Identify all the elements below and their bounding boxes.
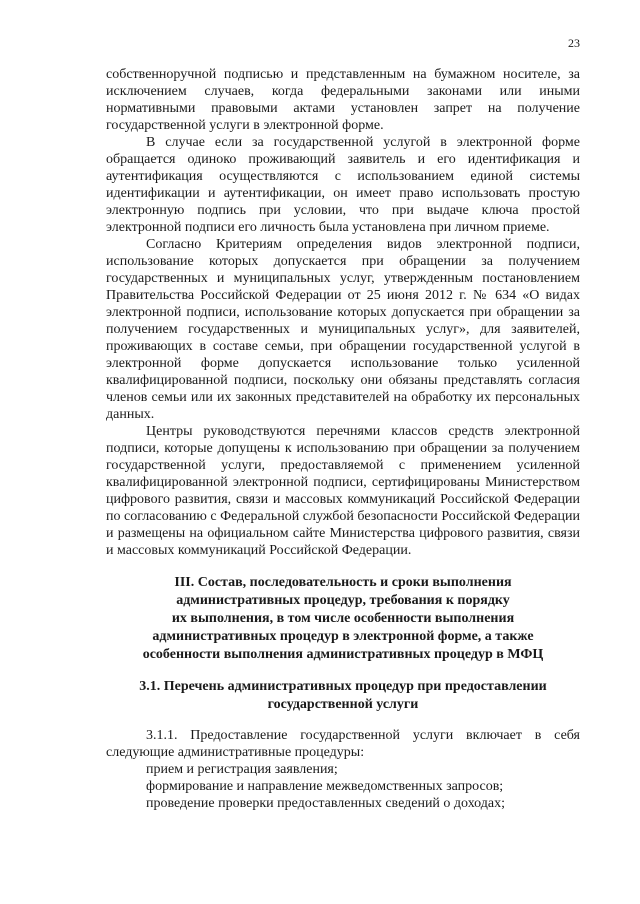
clause-paragraph: 3.1.1. Предоставление государственной услуги включает в себя следующие административные процедуры: bbox=[106, 728, 580, 760]
paragraph: В случае если за государственной услугой в электронной форме обращается одиноко проживающий заявитель и его идентификация и аутентификация осуществляются с использованием единой системы идентификации и аутентификации, он имеет право использовать простую электронную подпись при условии, что при выдаче ключа простой электронной подписи его личность была установлена при личном приеме. bbox=[106, 135, 580, 235]
paragraph: Центры руководствуются перечнями классов средств электронной подписи, которые допущены к использованию при обращении за получением государственной услуги, предоставляемой с применением усиленной квалифицированной электронной подписи, сертифицированы Министерством цифрового развития, связи и массовых коммуникаций Российской Федерации по согласованию с Федеральной службой безопасности Российской Федерации и размещены на официальном сайте Министерства цифрового развития, связи и массовых коммуникаций Российской Федерации. bbox=[106, 424, 580, 558]
subsection-heading-line: государственной услуги bbox=[267, 697, 419, 712]
section-heading-line: административных процедур, требования к порядку bbox=[176, 593, 510, 608]
paragraph: Согласно Критериям определения видов электронной подписи, использование которых допускается при обращении за получением государственных и муниципальных услуг, утвержденным постановлением Правительства Российской Федерации от 25 июня 2012 г. № 634 «О видах электронной подписи, использование которых допускается при обращении за получением государственных и муниципальных услуг», для заявителей, проживающих в составе семьи, при обращении государственной услугой в электронной форме допускается использование только усиленной квалифицированной подписи, поскольку они обязаны представлять согласия членов семьи или их законных представителей на обработку их персональных данных. bbox=[106, 237, 580, 422]
list-item: проведение проверки предоставленных сведений о доходах; bbox=[146, 796, 505, 811]
section-heading-line: III. Состав, последовательность и сроки выполнения bbox=[174, 575, 512, 590]
section-heading-line: особенности выполнения административных процедур в МФЦ bbox=[142, 647, 544, 662]
section-heading bbox=[106, 574, 580, 664]
list-item: формирование и направление межведомственных запросов; bbox=[146, 779, 504, 794]
paragraph: собственноручной подписью и представленным на бумажном носителе, за исключением случаев, когда федеральными законами или иными нормативными правовыми актами установлен запрет на получение государственной услуги в электронной форме. bbox=[106, 67, 580, 133]
document-body bbox=[106, 66, 580, 812]
section-heading-line: их выполнения, в том числе особенности выполнения bbox=[171, 611, 515, 626]
subsection-heading-line: 3.1. Перечень административных процедур при предоставлении bbox=[139, 679, 547, 694]
subsection-heading bbox=[106, 678, 580, 714]
section-heading-line: административных процедур в электронной форме, а также bbox=[152, 629, 534, 644]
page-number: 23 bbox=[568, 36, 580, 50]
list-item: прием и регистрация заявления; bbox=[146, 762, 338, 777]
